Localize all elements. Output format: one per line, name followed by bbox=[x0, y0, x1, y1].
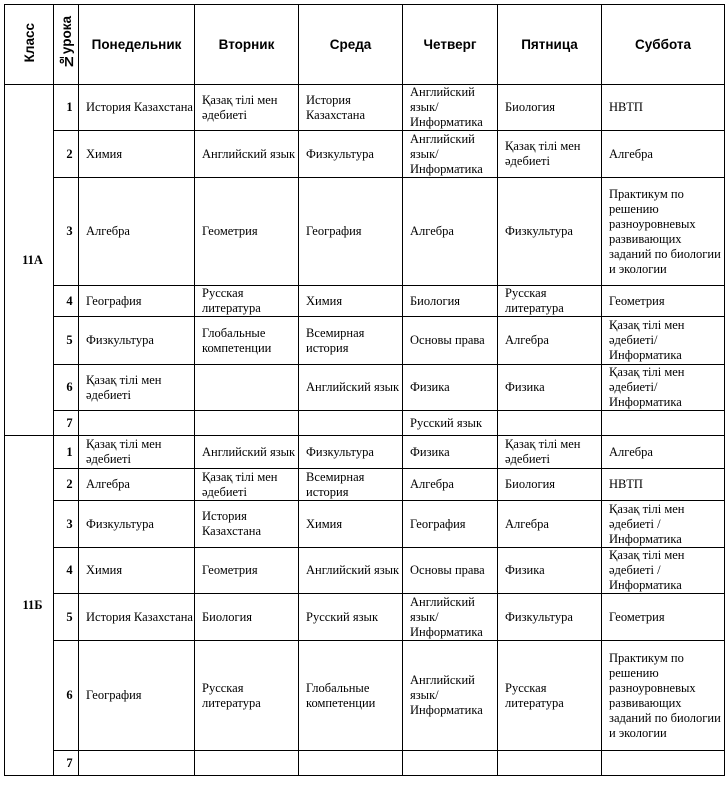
subject-cell: Всемирная история bbox=[299, 469, 403, 501]
subject-cell: Русский язык bbox=[403, 411, 498, 436]
lesson-number-cell: 4 bbox=[54, 286, 79, 317]
subject-cell: Қазақ тілі мен әдебиеті / Информатика bbox=[602, 501, 725, 548]
lesson-number-cell: 5 bbox=[54, 317, 79, 365]
day-header-wednesday: Среда bbox=[299, 5, 403, 85]
subject-cell: Алгебра bbox=[498, 501, 602, 548]
subject-cell: Қазақ тілі мен әдебиеті bbox=[79, 365, 195, 411]
subject-cell: Английский язык bbox=[299, 365, 403, 411]
subject-cell: Английский язык bbox=[195, 436, 299, 469]
subject-cell: Химия bbox=[299, 501, 403, 548]
subject-cell bbox=[498, 751, 602, 776]
subject-cell: Геометрия bbox=[195, 178, 299, 286]
lesson-number-cell: 4 bbox=[54, 548, 79, 594]
subject-cell: Английский язык/ Информатика bbox=[403, 131, 498, 178]
day-header-thursday: Четверг bbox=[403, 5, 498, 85]
subject-cell: Биология bbox=[403, 286, 498, 317]
subject-cell: Английский язык bbox=[299, 548, 403, 594]
subject-cell: Практикум по решению разноуровневых развивающих заданий по биологии и экологии bbox=[602, 178, 725, 286]
subject-cell: Английский язык/ Информатика bbox=[403, 641, 498, 751]
subject-cell: Қазақ тілі мен әдебиеті bbox=[195, 85, 299, 131]
subject-cell: НВТП bbox=[602, 85, 725, 131]
subject-cell: Химия bbox=[79, 548, 195, 594]
table-row bbox=[5, 85, 725, 131]
subject-cell: Английский язык bbox=[195, 131, 299, 178]
subject-cell: Геометрия bbox=[602, 594, 725, 641]
lesson-number-cell: 7 bbox=[54, 411, 79, 436]
subject-cell: Всемирная история bbox=[299, 317, 403, 365]
subject-cell: Биология bbox=[195, 594, 299, 641]
subject-cell: Русская литература bbox=[195, 641, 299, 751]
subject-cell: Қазақ тілі мен әдебиеті bbox=[498, 131, 602, 178]
schedule-body bbox=[5, 85, 725, 776]
subject-cell: Физика bbox=[403, 365, 498, 411]
table-row bbox=[5, 411, 725, 436]
subject-cell: НВТП bbox=[602, 469, 725, 501]
subject-cell bbox=[195, 365, 299, 411]
day-header-monday: Понедельник bbox=[79, 5, 195, 85]
subject-cell: География bbox=[403, 501, 498, 548]
table-row bbox=[5, 641, 725, 751]
subject-cell: История Казахстана bbox=[195, 501, 299, 548]
subject-cell: Русская литература bbox=[498, 641, 602, 751]
subject-cell: Физкультура bbox=[498, 178, 602, 286]
table-row bbox=[5, 178, 725, 286]
day-header-tuesday: Вторник bbox=[195, 5, 299, 85]
table-row bbox=[5, 469, 725, 501]
subject-cell: Физика bbox=[498, 548, 602, 594]
lesson-number-cell: 1 bbox=[54, 85, 79, 131]
subject-cell bbox=[195, 751, 299, 776]
table-row bbox=[5, 317, 725, 365]
subject-cell: Физика bbox=[498, 365, 602, 411]
subject-cell: История Казахстана bbox=[79, 85, 195, 131]
subject-cell: Химия bbox=[79, 131, 195, 178]
subject-cell: Основы права bbox=[403, 548, 498, 594]
subject-cell: Қазақ тілі мен әдебиеті/ Информатика bbox=[602, 365, 725, 411]
subject-cell bbox=[403, 751, 498, 776]
table-row bbox=[5, 548, 725, 594]
subject-cell: География bbox=[79, 286, 195, 317]
subject-cell bbox=[299, 411, 403, 436]
subject-cell bbox=[79, 411, 195, 436]
day-header-saturday: Суббота bbox=[602, 5, 725, 85]
subject-cell: Геометрия bbox=[602, 286, 725, 317]
subject-cell: Практикум по решению разноуровневых развивающих заданий по биологии и экологии bbox=[602, 641, 725, 751]
subject-cell: Физкультура bbox=[498, 594, 602, 641]
subject-cell: Физкультура bbox=[299, 436, 403, 469]
subject-cell: Алгебра bbox=[602, 436, 725, 469]
subject-cell: Алгебра bbox=[79, 469, 195, 501]
subject-cell: Алгебра bbox=[403, 178, 498, 286]
table-row bbox=[5, 286, 725, 317]
subject-cell: Физика bbox=[403, 436, 498, 469]
subject-cell: Основы права bbox=[403, 317, 498, 365]
table-row bbox=[5, 594, 725, 641]
lesson-number-cell: 3 bbox=[54, 501, 79, 548]
table-row bbox=[5, 365, 725, 411]
subject-cell: Английский язык/ Информатика bbox=[403, 594, 498, 641]
subject-cell: Алгебра bbox=[79, 178, 195, 286]
class-name-cell: 11А bbox=[5, 85, 54, 436]
table-row bbox=[5, 751, 725, 776]
subject-cell: Химия bbox=[299, 286, 403, 317]
subject-cell: Қазақ тілі мен әдебиеті / Информатика bbox=[602, 548, 725, 594]
class-header: Класс bbox=[5, 5, 54, 85]
subject-cell: Русский язык bbox=[299, 594, 403, 641]
lesson-number-cell: 7 bbox=[54, 751, 79, 776]
table-row bbox=[5, 131, 725, 178]
lesson-number-cell: 2 bbox=[54, 469, 79, 501]
subject-cell: Қазақ тілі мен әдебиеті bbox=[195, 469, 299, 501]
header-row bbox=[5, 5, 725, 85]
subject-cell: Глобальные компетенции bbox=[299, 641, 403, 751]
subject-cell: Алгебра bbox=[403, 469, 498, 501]
subject-cell: Биология bbox=[498, 469, 602, 501]
subject-cell: Геометрия bbox=[195, 548, 299, 594]
subject-cell bbox=[195, 411, 299, 436]
subject-cell bbox=[299, 751, 403, 776]
lesson-number-cell: 5 bbox=[54, 594, 79, 641]
lesson-number-cell: 3 bbox=[54, 178, 79, 286]
lesson-number-cell: 2 bbox=[54, 131, 79, 178]
subject-cell: Физкультура bbox=[79, 317, 195, 365]
subject-cell bbox=[602, 411, 725, 436]
subject-cell: Алгебра bbox=[602, 131, 725, 178]
subject-cell: Физкультура bbox=[299, 131, 403, 178]
subject-cell bbox=[79, 751, 195, 776]
subject-cell: Қазақ тілі мен әдебиеті/ Информатика bbox=[602, 317, 725, 365]
class-name-cell: 11Б bbox=[5, 436, 54, 776]
table-row bbox=[5, 436, 725, 469]
subject-cell: Русская литература bbox=[195, 286, 299, 317]
subject-cell: Русская литература bbox=[498, 286, 602, 317]
lesson-number-cell: 6 bbox=[54, 641, 79, 751]
subject-cell: Биология bbox=[498, 85, 602, 131]
subject-cell: Қазақ тілі мен әдебиеті bbox=[498, 436, 602, 469]
subject-cell: География bbox=[299, 178, 403, 286]
subject-cell: География bbox=[79, 641, 195, 751]
subject-cell: История Казахстана bbox=[299, 85, 403, 131]
subject-cell: История Казахстана bbox=[79, 594, 195, 641]
subject-cell bbox=[602, 751, 725, 776]
lesson-number-cell: 1 bbox=[54, 436, 79, 469]
schedule-table bbox=[4, 4, 725, 776]
lesson-number-cell: 6 bbox=[54, 365, 79, 411]
subject-cell: Алгебра bbox=[498, 317, 602, 365]
subject-cell: Қазақ тілі мен әдебиеті bbox=[79, 436, 195, 469]
subject-cell: Физкультура bbox=[79, 501, 195, 548]
lesson-number-header: №урока bbox=[54, 5, 79, 85]
subject-cell bbox=[498, 411, 602, 436]
table-row bbox=[5, 501, 725, 548]
day-header-friday: Пятница bbox=[498, 5, 602, 85]
subject-cell: Глобальные компетенции bbox=[195, 317, 299, 365]
subject-cell: Английский язык/ Информатика bbox=[403, 85, 498, 131]
